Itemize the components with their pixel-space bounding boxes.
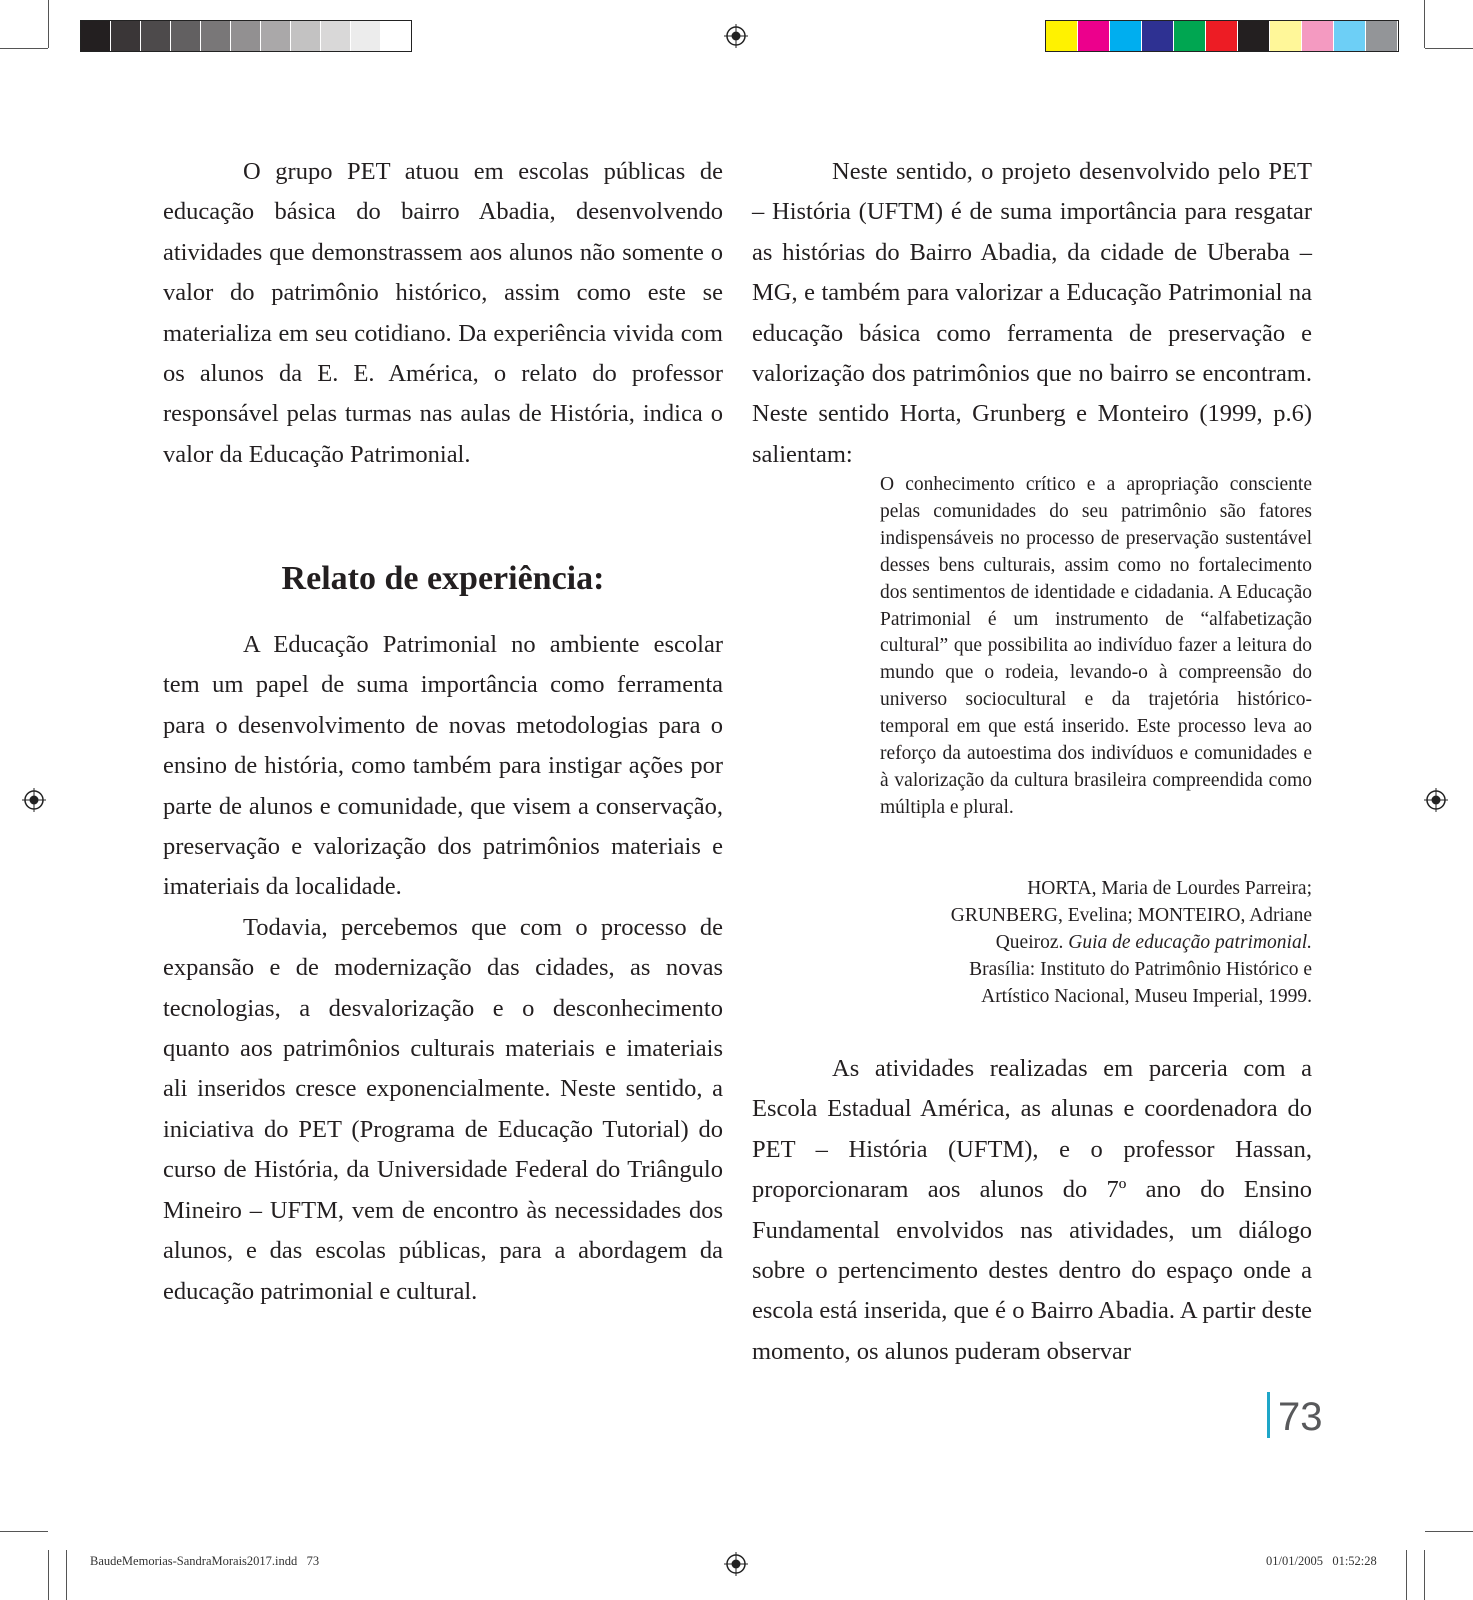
crop-mark xyxy=(48,0,49,48)
color-swatch xyxy=(1270,21,1302,51)
slug-filename: BaudeMemorias-SandraMorais2017.indd 73 xyxy=(90,1554,320,1568)
crop-mark xyxy=(0,1531,48,1532)
reference-line: HORTA, Maria de Lourdes Parreira; xyxy=(1027,878,1312,899)
left-column-lower xyxy=(163,625,723,1312)
color-swatch xyxy=(1078,21,1110,51)
color-swatch xyxy=(1046,21,1078,51)
crop-mark xyxy=(66,1550,67,1600)
left-column xyxy=(163,152,723,475)
registration-mark-icon xyxy=(22,788,46,812)
color-swatch xyxy=(1142,21,1174,51)
gray-swatch xyxy=(231,21,261,51)
body-paragraph: As atividades realizadas em parceria com a Escola Estadual América, as alunas e coordenadora do PET – História (UFTM), e o professor Hassan, proporcionaram aos alunos do 7º ano do Ensino Fundamental envolvidos nas atividades, um diálogo sobre o pertencimento destes dentro do espaço onde a escola está inserida, que é o Bairro Abadia. A partir deste momento, os alunos puderam observar xyxy=(752,1055,1312,1365)
registration-mark-icon xyxy=(1424,788,1448,812)
page-number: 73 xyxy=(1278,1395,1323,1439)
gray-swatch xyxy=(111,21,141,51)
registration-mark-icon xyxy=(724,1552,748,1576)
body-paragraph: Neste sentido, o projeto desenvolvido pelo PET – História (UFTM) é de suma importância para resgatar as histórias do Bairro Abadia, da cidade de Uberaba – MG, e também para valorizar a Educação Patrimonial na educação básica como ferramenta de preservação e valorização dos patrimônios que no bairro se encontram. Neste sentido Horta, Grunberg e Monteiro (1999, p.6) salientam: xyxy=(752,158,1312,468)
reference-title: Guia de educação patrimonial. xyxy=(1068,931,1312,953)
crop-mark xyxy=(1424,1550,1425,1600)
reference-line: GRUNBERG, Evelina; MONTEIRO, Adriane xyxy=(950,904,1312,926)
body-paragraph: O grupo PET atuou em escolas públicas de educação básica do bairro Abadia, desenvolvendo atividades que demonstrassem aos alunos não somente o valor do patrimônio histórico, assim como este se materializa em seu cotidiano. Da experiência vivida com os alunos da E. E. América, o relato do professor responsável pelas turmas nas aulas de História, indica o valor da Educação Patrimonial. xyxy=(163,158,723,468)
gray-swatch xyxy=(171,21,201,51)
crop-mark xyxy=(1424,0,1425,48)
color-swatch xyxy=(1334,21,1366,51)
reference-line xyxy=(860,930,1312,957)
slug-timestamp: 01/01/2005 01:52:28 xyxy=(1266,1554,1377,1568)
gray-swatch xyxy=(321,21,351,51)
color-swatch xyxy=(1302,21,1334,51)
gray-swatch xyxy=(351,21,381,51)
crop-mark xyxy=(1406,1550,1407,1600)
color-swatch xyxy=(1366,21,1398,51)
section-heading: Relato de experiência: xyxy=(281,560,605,597)
body-paragraph: A Educação Patrimonial no ambiente escolar tem um papel de suma importância como ferramenta para o desenvolvimento de novas metodologias para o ensino de história, como também para instigar ações por parte de alunos e comunidade, que visem a conservação, preservação e valorização dos patrimônios materiais e imateriais da localidade. xyxy=(163,631,723,901)
reference-line: Artístico Nacional, Museu Imperial, 1999. xyxy=(981,985,1312,1007)
crop-mark xyxy=(0,48,48,49)
body-paragraph: Todavia, percebemos que com o processo de expansão e de modernização das cidades, as novas tecnologias, a desvalorização e o desconhecimento quanto aos patrimônios culturais materiais e imateriais ali inseridos cresce exponencialmente. Neste sentido, a iniciativa do PET (Programa de Educação Tutorial) do curso de História, da Universidade Federal do Triângulo Mineiro – UFTM, vem de encontro às necessidades dos alunos, e das escolas públicas, para a abordagem da educação patrimonial e cultural. xyxy=(163,913,723,1305)
quote-text: O conhecimento crítico e a apropriação consciente pelas comunidades do seu patrimônio são fatores indispensáveis no processo de preservação sustentável desses bens culturais, assim como no fortalecimento dos sentimentos de identidade e cidadania. A Educação Patrimonial é um instrumento de “alfabetização cultural” que possibilita ao indivíduo fazer a leitura do mundo que o rodeia, levando-o à compreensão do universo sociocultural e da trajetória histórico-temporal em que está inserido. Este processo leva ao reforço da autoestima dos indivíduos e comunidades e à valorização da cultura brasileira compreendida como múltipla e plural. xyxy=(880,474,1312,818)
color-swatch xyxy=(1110,21,1142,51)
right-column-lower xyxy=(752,1049,1312,1372)
color-swatch xyxy=(1206,21,1238,51)
gray-swatch xyxy=(141,21,171,51)
grayscale-color-bar xyxy=(80,20,412,52)
right-column xyxy=(752,152,1312,475)
gray-swatch xyxy=(381,21,411,51)
block-quote xyxy=(880,472,1312,822)
crop-mark xyxy=(48,1550,49,1600)
gray-swatch xyxy=(291,21,321,51)
gray-swatch xyxy=(81,21,111,51)
color-swatch xyxy=(1174,21,1206,51)
reference-line: Brasília: Instituto do Patrimônio Histórico e xyxy=(969,958,1312,980)
crop-mark xyxy=(1425,48,1473,49)
process-color-bar xyxy=(1045,20,1399,52)
quote-reference xyxy=(860,876,1312,1011)
page-number-bar xyxy=(1267,1392,1270,1438)
gray-swatch xyxy=(261,21,291,51)
reference-author: Queiroz. xyxy=(995,931,1064,953)
registration-mark-icon xyxy=(724,24,748,48)
gray-swatch xyxy=(201,21,231,51)
crop-mark xyxy=(1425,1531,1473,1532)
color-swatch xyxy=(1238,21,1270,51)
